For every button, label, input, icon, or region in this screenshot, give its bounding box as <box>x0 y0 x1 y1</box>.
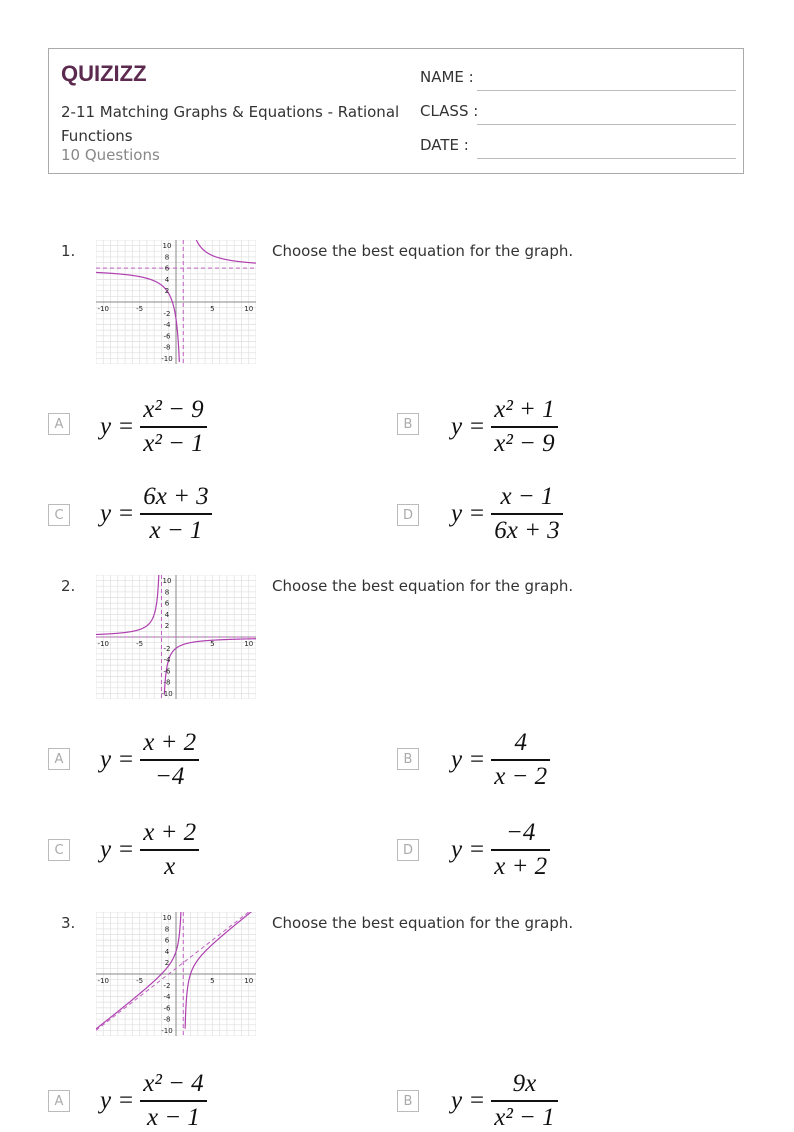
fraction <box>491 483 562 545</box>
y-tick-label: -2 <box>163 981 171 990</box>
numerator: −4 <box>506 819 536 846</box>
numerator: x² − 9 <box>143 396 204 423</box>
numerator: x + 2 <box>143 819 197 846</box>
fraction-bar <box>491 426 557 428</box>
equation-lhs: y = <box>100 412 135 440</box>
question-graph <box>96 912 256 1036</box>
date-field[interactable] <box>420 136 736 160</box>
question-count: 10 Questions <box>61 146 160 164</box>
option-b-badge[interactable]: B <box>397 748 419 770</box>
y-tick-label: 8 <box>164 253 170 262</box>
option-c-badge[interactable]: C <box>48 504 70 526</box>
option-a-equation[interactable] <box>100 1070 207 1132</box>
option-b-badge[interactable]: B <box>397 413 419 435</box>
y-tick-label: -8 <box>163 678 171 687</box>
x-tick-label: 10 <box>244 305 254 313</box>
name-field[interactable] <box>420 68 736 92</box>
y-tick-label: 10 <box>162 577 172 586</box>
name-label: NAME : <box>420 68 474 86</box>
option-a-badge[interactable]: A <box>48 413 70 435</box>
fraction <box>491 1070 557 1132</box>
fraction <box>140 483 211 545</box>
worksheet-title: 2-11 Matching Graphs & Equations - Rational Functions <box>61 103 400 145</box>
denominator: x − 1 <box>146 1103 200 1131</box>
y-tick-label: 4 <box>164 610 170 619</box>
question-number: 2. <box>61 577 76 595</box>
x-tick-label: -5 <box>136 640 144 648</box>
y-tick-label: -6 <box>163 1004 171 1013</box>
date-label: DATE : <box>420 136 469 154</box>
x-tick-label: -5 <box>136 977 144 985</box>
equation-lhs: y = <box>100 745 135 773</box>
option-d-equation[interactable] <box>451 483 563 545</box>
option-c-badge[interactable]: C <box>48 839 70 861</box>
question-graph <box>96 240 256 364</box>
y-tick-label: -8 <box>163 1015 171 1024</box>
class-field[interactable] <box>420 102 736 126</box>
option-c-equation[interactable] <box>100 819 199 881</box>
y-tick-label: -2 <box>163 309 171 318</box>
date-line[interactable] <box>477 158 736 159</box>
equation-lhs: y = <box>451 835 486 863</box>
x-tick-label: -5 <box>136 305 144 313</box>
y-tick-label: 8 <box>164 588 170 597</box>
fraction-bar <box>491 849 550 851</box>
question-graph <box>96 575 256 699</box>
name-line[interactable] <box>477 90 736 91</box>
option-b-equation[interactable] <box>451 729 550 791</box>
y-tick-label: 6 <box>164 264 170 273</box>
equation-lhs: y = <box>451 1086 486 1114</box>
option-a-equation[interactable] <box>100 396 207 458</box>
fraction-bar <box>491 1100 557 1102</box>
y-tick-label: -10 <box>161 1026 173 1035</box>
denominator: x <box>164 852 176 880</box>
option-d-badge[interactable]: D <box>397 839 419 861</box>
y-tick-label: 4 <box>164 947 170 956</box>
fraction-bar <box>140 759 199 761</box>
y-tick-label: 6 <box>164 936 170 945</box>
option-c-equation[interactable] <box>100 483 212 545</box>
option-b-badge[interactable]: B <box>397 1090 419 1112</box>
fraction-bar <box>140 849 199 851</box>
y-tick-label: -10 <box>161 354 173 363</box>
fraction <box>140 396 206 458</box>
y-tick-label: -4 <box>163 321 171 330</box>
numerator: x² − 4 <box>143 1070 204 1097</box>
numerator: 6x + 3 <box>143 483 209 510</box>
y-tick-label: 2 <box>164 287 170 296</box>
numerator: x² + 1 <box>494 396 555 423</box>
option-a-equation[interactable] <box>100 729 199 791</box>
fraction-bar <box>491 513 562 515</box>
x-tick-label: 10 <box>244 640 254 648</box>
equation-lhs: y = <box>100 835 135 863</box>
y-tick-label: 2 <box>164 622 170 631</box>
y-tick-label: 4 <box>164 275 170 284</box>
equation-lhs: y = <box>451 499 486 527</box>
x-tick-label: 5 <box>210 977 215 985</box>
y-tick-label: 6 <box>164 599 170 608</box>
denominator: x + 2 <box>494 852 548 880</box>
question-prompt: Choose the best equation for the graph. <box>272 577 574 595</box>
curve-right-branch <box>185 912 256 1029</box>
y-tick-label: 2 <box>164 959 170 968</box>
fraction-bar <box>140 1100 206 1102</box>
question-number: 1. <box>61 242 76 260</box>
option-b-equation[interactable] <box>451 396 558 458</box>
x-tick-label: -10 <box>97 977 109 985</box>
y-tick-label: -10 <box>161 689 173 698</box>
numerator: 4 <box>514 729 527 756</box>
y-tick-label: 10 <box>162 242 172 251</box>
equation-lhs: y = <box>100 1086 135 1114</box>
y-tick-label: -8 <box>163 343 171 352</box>
fraction <box>491 729 550 791</box>
y-tick-label: -6 <box>163 332 171 341</box>
fraction <box>491 396 557 458</box>
fraction <box>140 729 199 791</box>
fraction <box>140 1070 206 1132</box>
y-tick-label: -2 <box>163 644 171 653</box>
equation-lhs: y = <box>451 745 486 773</box>
fraction-bar <box>491 759 550 761</box>
worksheet-header <box>48 48 744 174</box>
x-tick-label: -10 <box>97 640 109 648</box>
x-tick-label: 10 <box>244 977 254 985</box>
denominator: x² − 9 <box>494 429 555 457</box>
numerator: 9x <box>512 1070 537 1097</box>
quizizz-logo <box>61 59 151 87</box>
fraction <box>140 819 199 881</box>
denominator: x − 2 <box>494 762 548 790</box>
y-tick-label: 10 <box>162 914 172 923</box>
question-prompt: Choose the best equation for the graph. <box>272 242 574 260</box>
denominator: 6x + 3 <box>494 516 560 544</box>
x-tick-label: -10 <box>97 305 109 313</box>
x-tick-label: 5 <box>210 305 215 313</box>
option-d-equation[interactable] <box>451 819 550 881</box>
option-d-badge[interactable]: D <box>397 504 419 526</box>
equation-lhs: y = <box>100 499 135 527</box>
denominator: x − 1 <box>149 516 203 544</box>
y-tick-label: -4 <box>163 656 171 665</box>
fraction <box>491 819 550 881</box>
option-b-equation[interactable] <box>451 1070 558 1132</box>
question-number: 3. <box>61 914 76 932</box>
option-a-badge[interactable]: A <box>48 748 70 770</box>
option-a-badge[interactable]: A <box>48 1090 70 1112</box>
class-label: CLASS : <box>420 102 479 120</box>
y-tick-label: -4 <box>163 993 171 1002</box>
denominator: −4 <box>155 762 185 790</box>
y-tick-label: 8 <box>164 925 170 934</box>
fraction-bar <box>140 426 206 428</box>
question-prompt: Choose the best equation for the graph. <box>272 914 574 932</box>
equation-lhs: y = <box>451 412 486 440</box>
denominator: x² − 1 <box>494 1103 555 1131</box>
class-line[interactable] <box>477 124 736 125</box>
x-tick-label: 5 <box>210 640 215 648</box>
fraction-bar <box>140 513 211 515</box>
denominator: x² − 1 <box>143 429 204 457</box>
y-tick-label: -6 <box>163 667 171 676</box>
numerator: x + 2 <box>143 729 197 756</box>
numerator: x − 1 <box>500 483 554 510</box>
brand-text: QUIZIZZ <box>61 61 147 86</box>
